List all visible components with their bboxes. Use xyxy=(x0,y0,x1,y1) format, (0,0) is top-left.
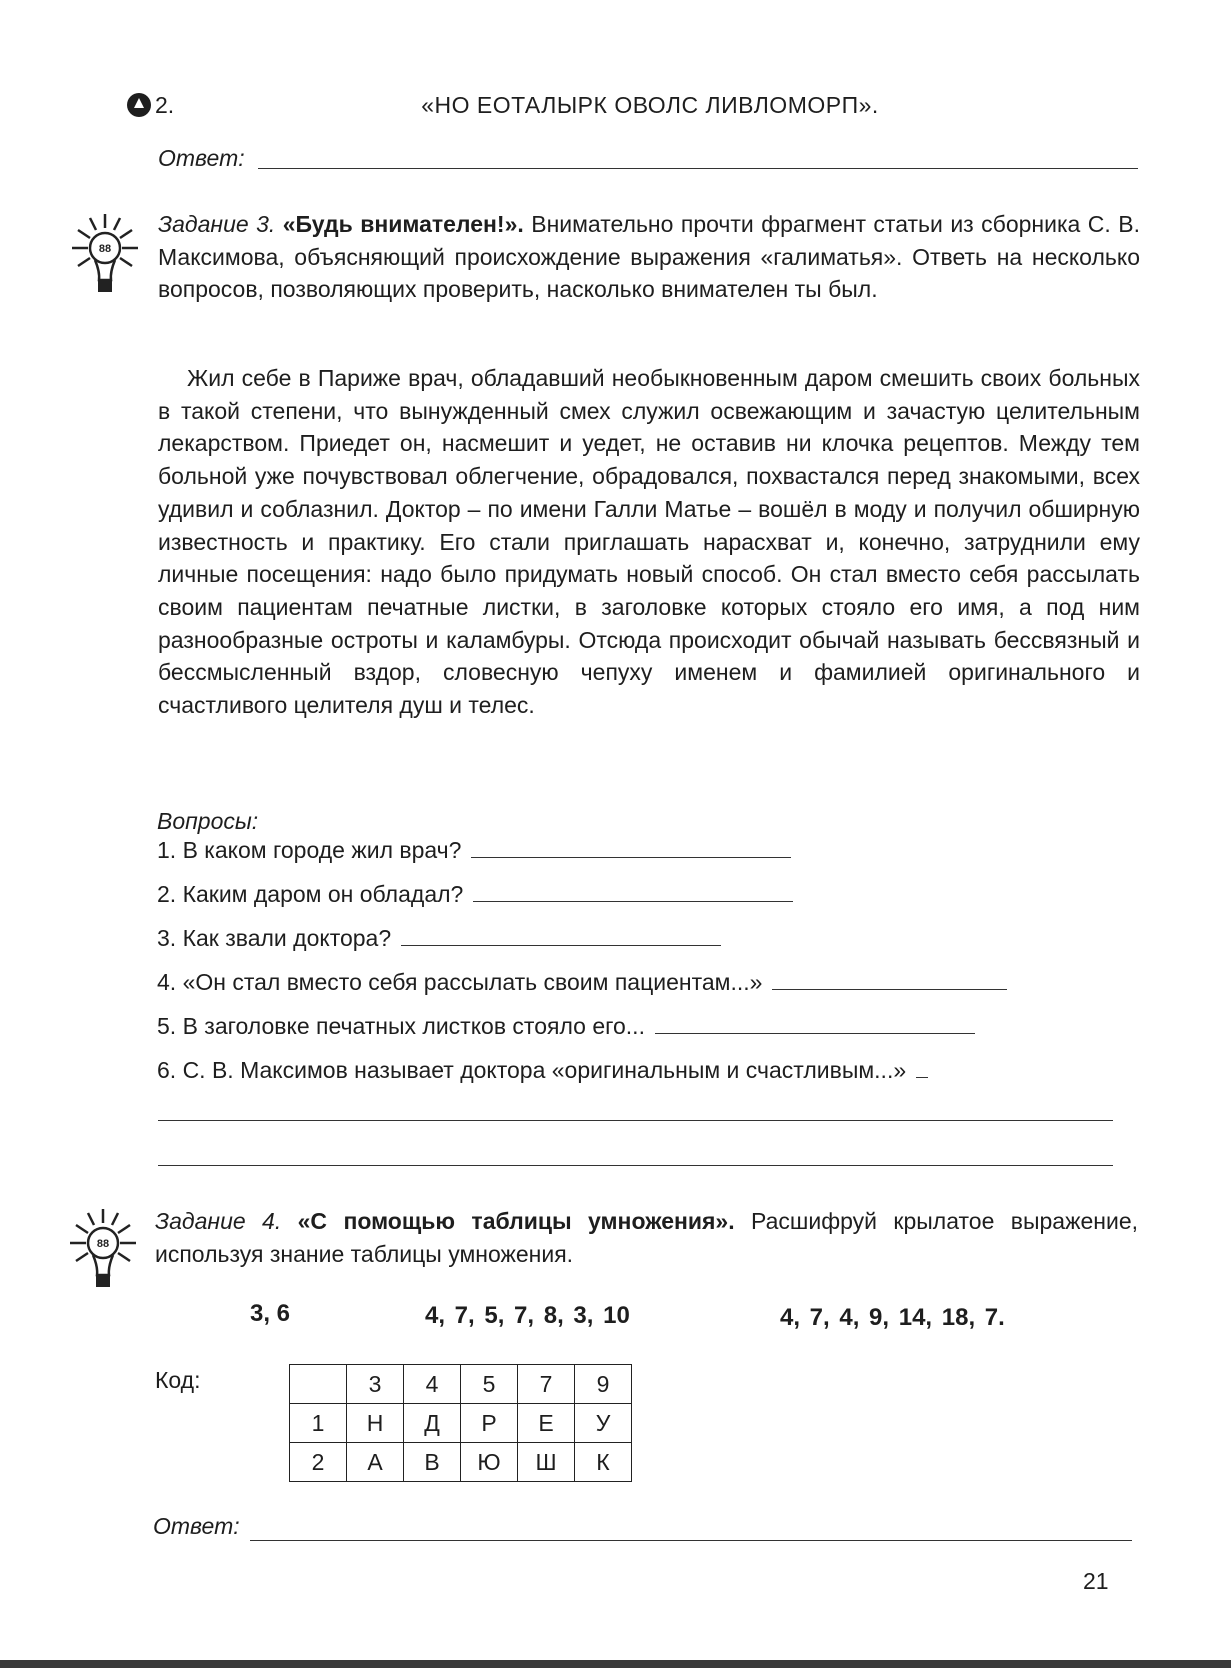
exercise-2-marker-icon xyxy=(127,93,151,117)
answer-line-4[interactable] xyxy=(772,971,1007,990)
exercise-2-answer-line[interactable] xyxy=(258,168,1138,169)
lightbulb-icon xyxy=(70,210,140,300)
question-4: 4. «Он стал вместо себя рассылать своим пациентам...» xyxy=(157,969,1007,996)
task-3-intro xyxy=(158,208,1140,306)
code-table-row: 2 А В Ю Ш К xyxy=(290,1443,632,1482)
code-table xyxy=(289,1364,632,1482)
svg-text:88: 88 xyxy=(98,243,112,255)
cipher-word-2: 4, 7, 5, 7, 8, 3, 10 xyxy=(425,1302,630,1329)
question-6: 6. С. В. Максимов называет доктора «оригинальным и счастливым...» xyxy=(157,1057,928,1084)
task-4-name: «С помощью таблицы умножения». xyxy=(297,1208,735,1234)
answer-line-6c[interactable] xyxy=(158,1165,1113,1166)
exercise-2-answer-label: Ответ: xyxy=(158,145,245,171)
cipher-word-1: 3, 6 xyxy=(250,1300,291,1327)
question-2: 2. Каким даром он обладал? xyxy=(157,881,793,908)
task-3-text: Жил себе в Париже врач, обладавший необыкновенным даром смешить своих больных в такой степени, что вынужденный смех служил освежающим и зачастую целительным лекарством. Приедет он, насмешит и уедет, не оставив ни клочка рецептов. Между тем больной уже почувствовал облегчение, обрадовался, похвастался перед знакомыми, всех удивил и соблазнил. Доктор – по имени Галли Матье – вошёл в моду и получил обширную известность и практику. Его стали приглашать нарасхват и, конечно, затруднили ему личные посещения: надо было придумать новый способ. Он стал вместо себя рассылать своим пациентам печатные листки, в заголовке которых стояло его имя, а под ним разнообразные остроты и каламбуры. Отсюда происходит обычай называть бессвязный и бессмысленный вздор, словесную чепуху именем и фамилией оригинального и счастливого целителя душ и телес. xyxy=(158,365,1140,719)
task-4-answer-label: Ответ: xyxy=(153,1513,240,1539)
answer-line-3[interactable] xyxy=(401,927,721,946)
answer-line-2[interactable] xyxy=(473,883,793,902)
cipher-word-3: 4, 7, 4, 9, 14, 18, 7. xyxy=(780,1304,1005,1331)
task-4-answer-line[interactable] xyxy=(250,1540,1132,1541)
answer-line-5[interactable] xyxy=(655,1015,975,1034)
questions-label: Вопросы: xyxy=(157,808,259,834)
exercise-2-number: 2. xyxy=(155,92,175,118)
code-table-header-row: 3 4 5 7 9 xyxy=(290,1365,632,1404)
page-bottom-edge xyxy=(0,1660,1231,1668)
task-3-label: Задание 3. xyxy=(158,211,276,237)
exercise-2-title: «НО ЕОТАЛЫРК ОВОЛС ЛИВЛОМОРП». xyxy=(421,92,879,118)
task-3-instruction: Внимательно прочти фрагмент статьи из сборника С. В. Максимова, объясняющий происхождение выражения «галиматья». Ответь на несколько вопросов, позволяющих проверить, насколько внимателен ты был. xyxy=(158,211,1140,302)
task-3-name: «Будь внимателен!». xyxy=(282,211,524,237)
task-4-instruction: Расшифруй крылатое выражение, используя знание таблицы умножения. xyxy=(155,1208,1138,1267)
page-number: 21 xyxy=(1083,1568,1109,1594)
lightbulb-icon xyxy=(68,1205,138,1295)
svg-text:88: 88 xyxy=(96,1238,110,1250)
answer-line-6b[interactable] xyxy=(158,1120,1113,1121)
code-table-row: 1 Н Д Р Е У xyxy=(290,1404,632,1443)
code-label: Код: xyxy=(155,1367,201,1393)
question-1: 1. В каком городе жил врач? xyxy=(157,837,791,864)
task-4-label: Задание 4. xyxy=(155,1208,282,1234)
answer-line-6[interactable] xyxy=(916,1059,928,1078)
task-4-intro xyxy=(155,1205,1138,1270)
question-3: 3. Как звали доктора? xyxy=(157,925,721,952)
question-5: 5. В заголовке печатных листков стояло его... xyxy=(157,1013,975,1040)
answer-line-1[interactable] xyxy=(471,839,791,858)
